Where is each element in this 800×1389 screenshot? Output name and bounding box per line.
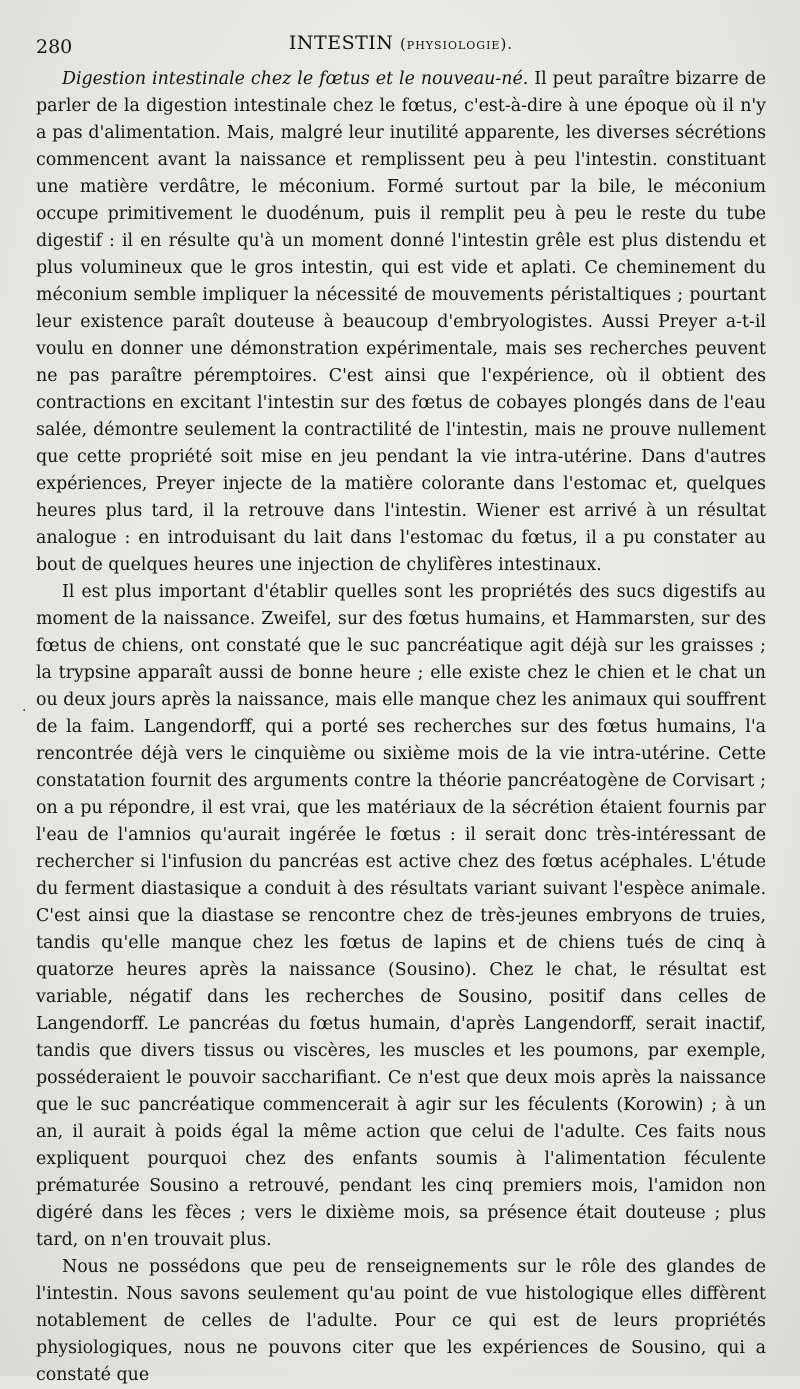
paragraph-1 [36, 66, 766, 579]
body-text [36, 66, 766, 1389]
margin-mark: · [22, 703, 27, 719]
running-title-section: (physiologie). [399, 35, 514, 53]
section-heading: Digestion intestinale chez le fœtus et le nouveau-né. [62, 69, 529, 89]
running-head [36, 28, 766, 58]
page-number: 280 [36, 36, 73, 58]
paragraph-1-text: Il peut paraître bizarre de parler de la digestion intestinale chez le fœtus, c'est-à-dire à une époque où il n'y a pas d'alimentation. Mais, malgré leur inutilité apparente, les diverses sécrétions commencent avant la naissance et remplissent peu à peu l'intestin. constituant une matière verdâtre, le méconium. Formé surtout par la bile, le méconium occupe primitivement le duodénum, puis il remplit peu à peu le reste du tube digestif : il en résulte qu'à un moment donné l'intestin grêle est plus distendu et plus volumineux que le gros intestin, qui est vide et aplati. Ce cheminement du méconium semble impliquer la nécessité de mouvements péristaltiques ; pourtant leur existence paraît douteuse à beaucoup d'embryologistes. Aussi Preyer a-t-il voulu en donner une démonstration expérimentale, mais ses recherches peuvent ne pas paraître péremptoires. C'est ainsi que l'expérience, où il obtient des contractions en excitant l'intestin sur des fœtus de cobayes plongés dans de l'eau salée, démontre seulement la contractilité de l'intestin, mais ne prouve nullement que cette propriété soit mise en jeu pendant la vie intra-utérine. Dans d'autres expériences, Preyer injecte de la matière colorante dans l'estomac et, quelques heures plus tard, il la retrouve dans l'intestin. Wiener est arrivé à un résultat analogue : en introduisant du lait dans l'estomac du fœtus, il a pu constater au bout de quelques heures une injection de chylifères intestinaux. [36, 69, 766, 575]
paragraph-3: Nous ne possédons que peu de renseignements sur le rôle des glandes de l'intestin. Nous savons seulement qu'au point de vue histologique elles diffèrent notablement de celles de l'adulte. Pour ce qui est de leurs propriétés physiologiques, nous ne pouvons citer que les expériences de Sousino, qui a constaté que [36, 1257, 766, 1385]
running-title [36, 28, 766, 59]
paragraph-2: Il est plus important d'établir quelles sont les propriétés des sucs digestifs au moment de la naissance. Zweifel, sur des fœtus humains, et Hammarsten, sur des fœtus de chiens, ont constaté que le suc pancréatique agit déjà sur les graisses ; la trypsine apparaît aussi de bonne heure ; elle existe chez le chien et le chat un ou deux jours après la naissance, mais elle manque chez les animaux qui souffrent de la faim. Langendorff, qui a porté ses recherches sur des fœtus humains, l'a rencontrée déjà vers le cinquième ou sixième mois de la vie intra-utérine. Cette constatation fournit des arguments contre la théorie pancréatogène de Corvisart ; on a pu répondre, il est vrai, que les matériaux de la sécrétion étaient fournis par l'eau de l'amnios qu'aurait ingérée le fœtus : il serait donc très-intéressant de rechercher si l'infusion du pancréas est active chez des fœtus acéphales. L'étude du ferment diastasique a conduit à des résultats variant suivant l'espèce animale. C'est ainsi que la diastase se rencontre chez de très-jeunes embryons de truies, tandis qu'elle manque chez les fœtus de lapins et de chiens tués de cinq à quatorze heures après la naissance (Sousino). Chez le chat, le résultat est variable, négatif dans les recherches de Sousino, positif dans celles de Langendorff. Le pancréas du fœtus humain, d'après Langendorff, serait inactif, tandis que divers tissus ou viscères, les muscles et les poumons, par exemple, posséderaient le pouvoir saccharifiant. Ce n'est que deux mois après la naissance que le suc pancréatique commencerait à agir sur les féculents (Korowin) ; à un an, il aurait à poids égal la même action que celui de l'adulte. Ces faits nous expliquent pourquoi chez des enfants soumis à l'alimentation féculente prématurée Sousino a retrouvé, pendant les cinq premiers mois, l'amidon non digéré dans les fèces ; vers le dixième mois, sa présence était douteuse ; plus tard, on n'en trouvait plus. [36, 582, 766, 1250]
running-title-main: INTESTIN [288, 32, 394, 54]
